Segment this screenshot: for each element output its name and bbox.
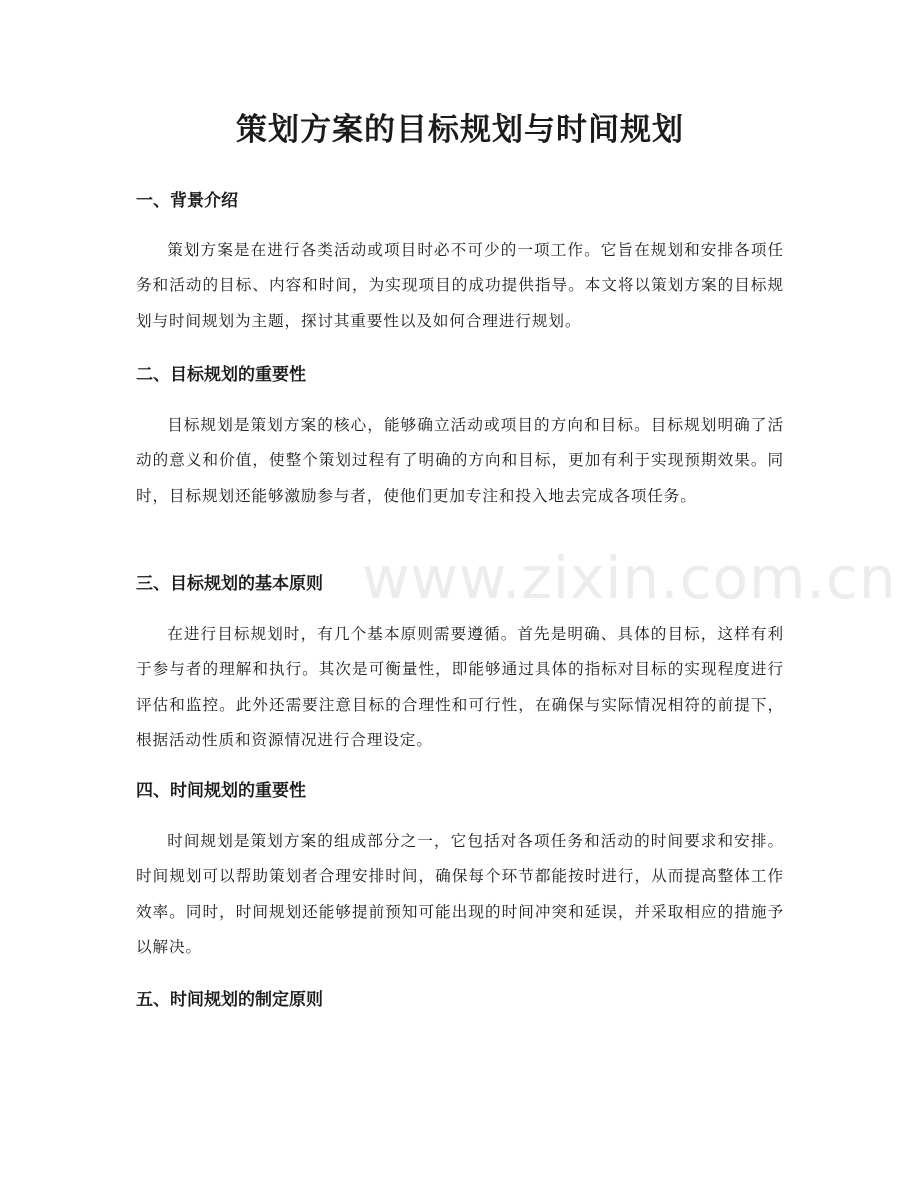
watermark: www.zixin.com.cn [362, 544, 897, 612]
section-heading-time-importance: 四、时间规划的重要性 [136, 781, 306, 801]
section-body-goal-principles: 在进行目标规划时，有几个基本原则需要遵循。首先是明确、具体的目标，这样有利于参与者的理解和执行。其次是可衡量性，即能够通过具体的指标对目标的实现程度进行评估和监控。此外还需要注意目标的合理性和可行性，在确保与实际情况相符的前提下，根据活动性质和资源情况进行合理设定。 [136, 625, 784, 749]
section-body-background: 策划方案是在进行各类活动或项目时必不可少的一项工作。它旨在规划和安排各项任务和活动的目标、内容和时间，为实现项目的成功提供指导。本文将以策划方案的目标规划与时间规划为主题，探讨其重要性以及如何合理进行规划。 [136, 241, 784, 330]
section-heading-time-principles: 五、时间规划的制定原则 [136, 990, 323, 1010]
section-body-time-importance: 时间规划是策划方案的组成部分之一，它包括对各项任务和活动的时间要求和安排。时间规划可以帮助策划者合理安排时间，确保每个环节都能按时进行，从而提高整体工作效率。同时，时间规划还能够提前预知可能出现的时间冲突和延误，并采取相应的措施予以解决。 [136, 832, 784, 956]
section-heading-background: 一、背景介绍 [136, 191, 238, 211]
section-heading-goal-principles: 三、目标规划的基本原则 [136, 574, 323, 594]
section-heading-goal-importance: 二、目标规划的重要性 [136, 365, 306, 385]
page-title: 策划方案的目标规划与时间规划 [236, 112, 684, 148]
section-body-goal-importance: 目标规划是策划方案的核心，能够确立活动或项目的方向和目标。目标规划明确了活动的意义和价值，使整个策划过程有了明确的方向和目标，更加有利于实现预期效果。同时，目标规划还能够激励参与者，使他们更加专注和投入地去完成各项任务。 [136, 416, 784, 505]
